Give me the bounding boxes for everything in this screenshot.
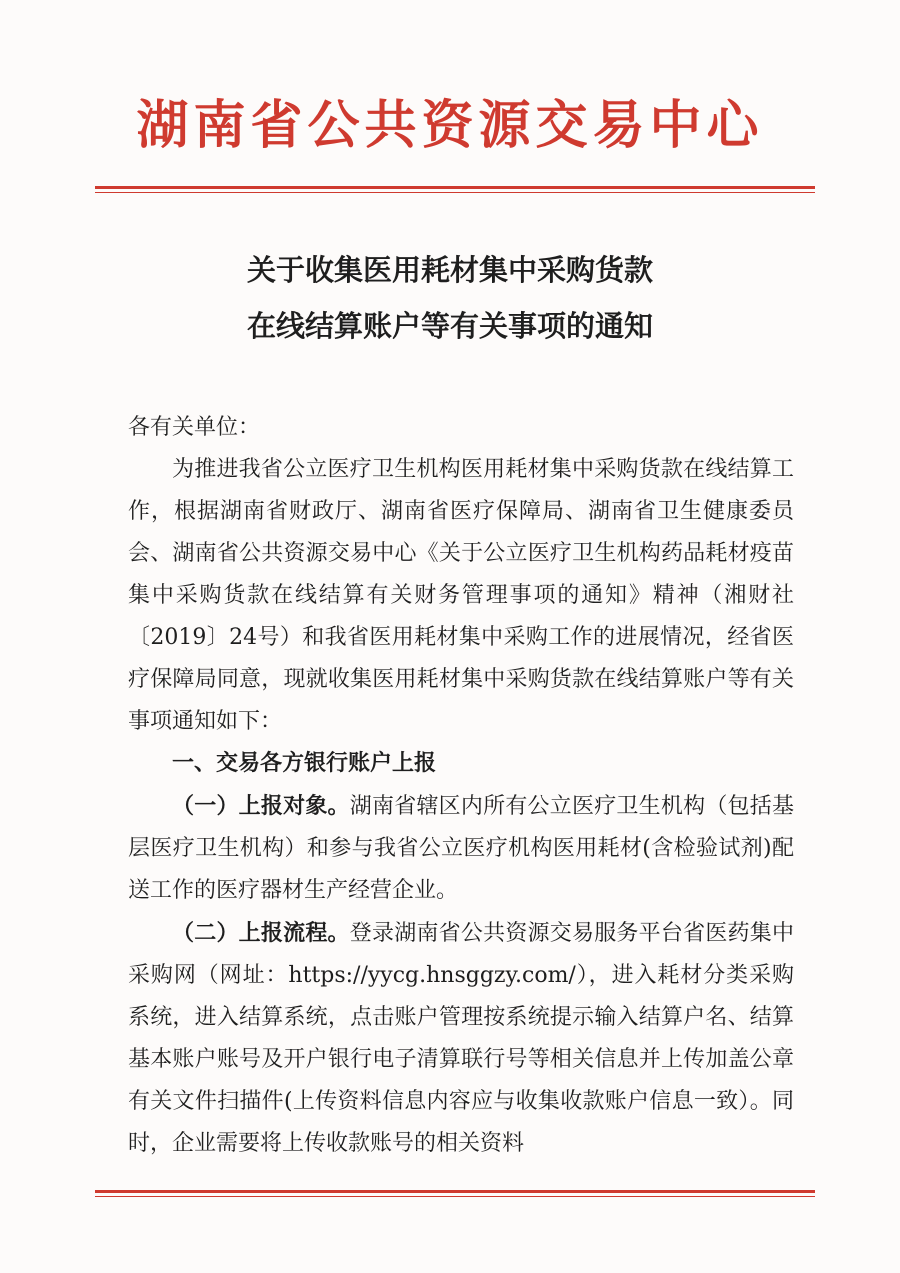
section1-item2 <box>128 912 794 1165</box>
letterhead-org-name: 湖南省公共资源交易中心 <box>136 95 764 156</box>
intro-paragraph: 为推进我省公立医疗卫生机构医用耗材集中采购货款在线结算工作，根据湖南省财政厅、湖南省医疗保障局、湖南省卫生健康委员会、湖南省公共资源交易中心《关于公立医疗卫生机构药品耗材疫苗集中采购货款在线结算有关财务管理事项的通知》精神（湘财社〔2019〕24号）和我省医用耗材集中采购工作的进展情况，经省医疗保障局同意，现就收集医用耗材集中采购货款在线结算账户等有关事项通知如下： <box>128 457 795 734</box>
item2-label: （二）上报流程。 <box>172 920 350 946</box>
notice-title-line1: 关于收集医用耗材集中采购货款 <box>246 253 653 287</box>
letterhead-rule-thick <box>95 186 815 189</box>
salutation: 各有关单位： <box>128 415 261 440</box>
letterhead-rule-thin <box>95 192 815 193</box>
item1-text: 湖南省辖区内所有公立医疗卫生机构（包括基层医疗卫生机构）和参与我省公立医疗机构医用耗材(含检验试剂)配送工作的医疗器材生产经营企业。 <box>128 794 794 903</box>
item2-text: 登录湖南省公共资源交易服务平台省医药集中采购网（网址：https://yycg.hnsggzy.com/），进入耗材分类采购系统，进入结算系统，点击账户管理按系统提示输入结算户名、结算基本账户账号及开户银行电子清算联行号等相关信息并上传加盖公章有关文件扫描件(上传资料信息内容应与收集收款账户信息一致）。同时，企业需要将上传收款账号的相关资料 <box>128 921 794 1156</box>
section1-item1 <box>128 785 794 912</box>
item1-label: （一）上报对象。 <box>172 793 350 819</box>
section1-heading: 一、交易各方银行账户上报 <box>172 751 437 776</box>
footer-rule-thick <box>95 1190 815 1193</box>
footer-rule-thin <box>95 1196 815 1197</box>
notice-body <box>128 407 794 1165</box>
notice-title-line2: 在线结算账户等有关事项的通知 <box>246 309 653 343</box>
